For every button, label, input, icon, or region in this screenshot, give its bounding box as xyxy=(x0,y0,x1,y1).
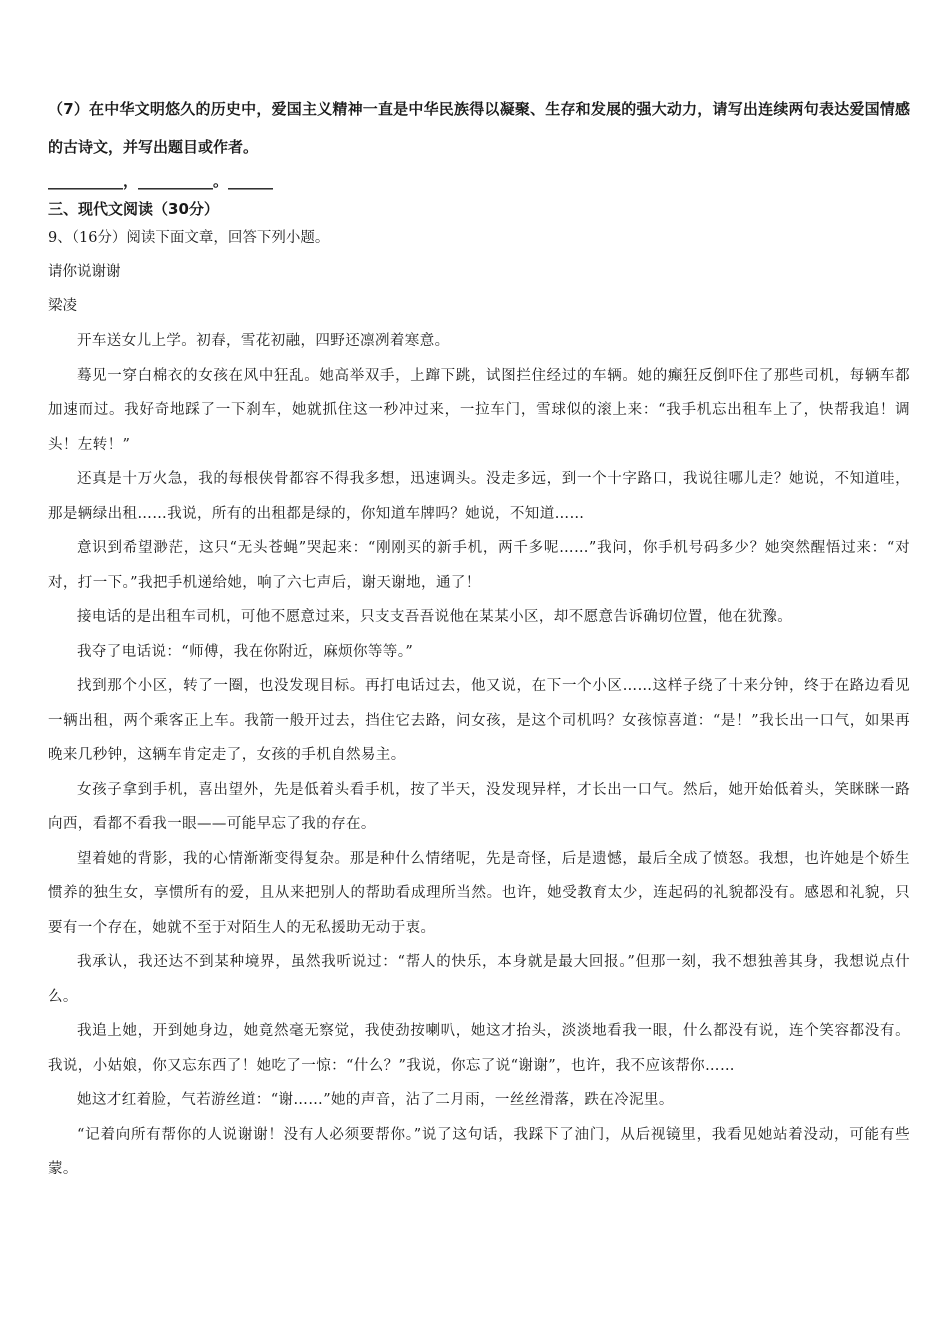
article-title: 请你说谢谢 xyxy=(48,264,121,280)
article-paragraph: “记着向所有帮你的人说谢谢！没有人必须要帮你。”说了这句话，我踩下了油门，从后视镜里，我看见她站着没动，可能有些蒙。 xyxy=(48,1126,910,1177)
article-paragraph: 意识到希望渺茫，这只“无头苍蝇”哭起来：“刚刚买的新手机，两千多呢……”我问，你手机号码多少？她突然醒悟过来：“对对，打一下。”我把手机递给她，响了六七声后，谢天谢地，通了！ xyxy=(48,540,910,591)
section-heading: 三、现代文阅读（30分） xyxy=(48,200,219,218)
article-author: 梁凌 xyxy=(48,298,77,314)
article-paragraph: 开车送女儿上学。初春，雪花初融，四野还凛冽着寒意。 xyxy=(77,333,450,349)
article-paragraph: 我追上她，开到她身边，她竟然毫无察觉，我使劲按喇叭，她这才抬头，淡淡地看我一眼，什么都没有说，连个笑容都没有。我说，小姑娘，你又忘东西了！她吃了一惊：“什么？”我说，你忘了说“谢谢”，也许，我不应该帮你…… xyxy=(48,1023,910,1074)
article-paragraph: 蓦见一穿白棉衣的女孩在风中狂乱。她高举双手，上蹿下跳，试图拦住经过的车辆。她的癫狂反倒吓住了那些司机，每辆车都加速而过。我好奇地踩了一下刹车，她就抓住这一秒冲过来，一拉车门，雪球似的滚上来：“我手机忘出租车上了，快帮我追！调头！左转！” xyxy=(48,367,910,453)
article-paragraph: 望着她的背影，我的心情渐渐变得复杂。那是种什么情绪呢，先是奇怪，后是遗憾，最后全成了愤怒。我想，也许她是个娇生惯养的独生女，享惯所有的爱，且从来把别人的帮助看成理所当然。也许，她受教育太少，连起码的礼貌都没有。感恩和礼貌，只要有一个存在，她就不至于对陌生人的无私援助无动于衷。 xyxy=(48,850,910,936)
exam-page xyxy=(48,90,910,1187)
article-paragraph: 找到那个小区，转了一圈，也没发现目标。再打电话过去，他又说，在下一个小区……这样子绕了十来分钟，终于在路边看见一辆出租，两个乘客正上车。我箭一般开过去，挡住它去路，问女孩，是这个司机吗？女孩惊喜道：“是！”我长出一口气，如果再晚来几秒钟，这辆车肯定走了，女孩的手机自然易主。 xyxy=(48,678,910,763)
question-7-text: （7）在中华文明悠久的历史中，爱国主义精神一直是中华民族得以凝聚、生存和发展的强大动力，请写出连续两句表达爱国情感的古诗文，并写出题目或作者。 xyxy=(48,100,910,156)
article-paragraph: 我承认，我还达不到某种境界，虽然我听说过：“帮人的快乐，本身就是最大回报。”但那一刻，我不想独善其身，我想说点什么。 xyxy=(48,954,910,1005)
article-paragraph: 还真是十万火急，我的每根侠骨都容不得我多想，迅速调头。没走多远，到一个十字路口，我说往哪儿走？她说，不知道哇，那是辆绿出租……我说，所有的出租都是绿的，你知道车牌吗？她说，不知道…… xyxy=(48,471,910,522)
answer-blanks: __________，__________。______ xyxy=(48,172,274,190)
article-paragraph: 接电话的是出租车司机，可他不愿意过来，只支支吾吾说他在某某小区，却不愿意告诉确切位置，他在犹豫。 xyxy=(77,609,793,625)
article-paragraph: 我夺了电话说：“师傅，我在你附近，麻烦你等等。” xyxy=(77,643,414,660)
article-paragraph: 她这才红着脸，气若游丝道：“谢……”她的声音，沾了二月雨，一丝丝滑落，跌在冷泥里。 xyxy=(77,1092,674,1108)
question-9-intro: 9、（16分）阅读下面文章，回答下列小题。 xyxy=(48,230,330,246)
article-paragraph: 女孩子拿到手机，喜出望外，先是低着头看手机，按了半天，没发现异样，才长出一口气。然后，她开始低着头，笑眯眯一路向西，看都不看我一眼——可能早忘了我的存在。 xyxy=(48,781,910,832)
article-body xyxy=(48,324,910,1187)
